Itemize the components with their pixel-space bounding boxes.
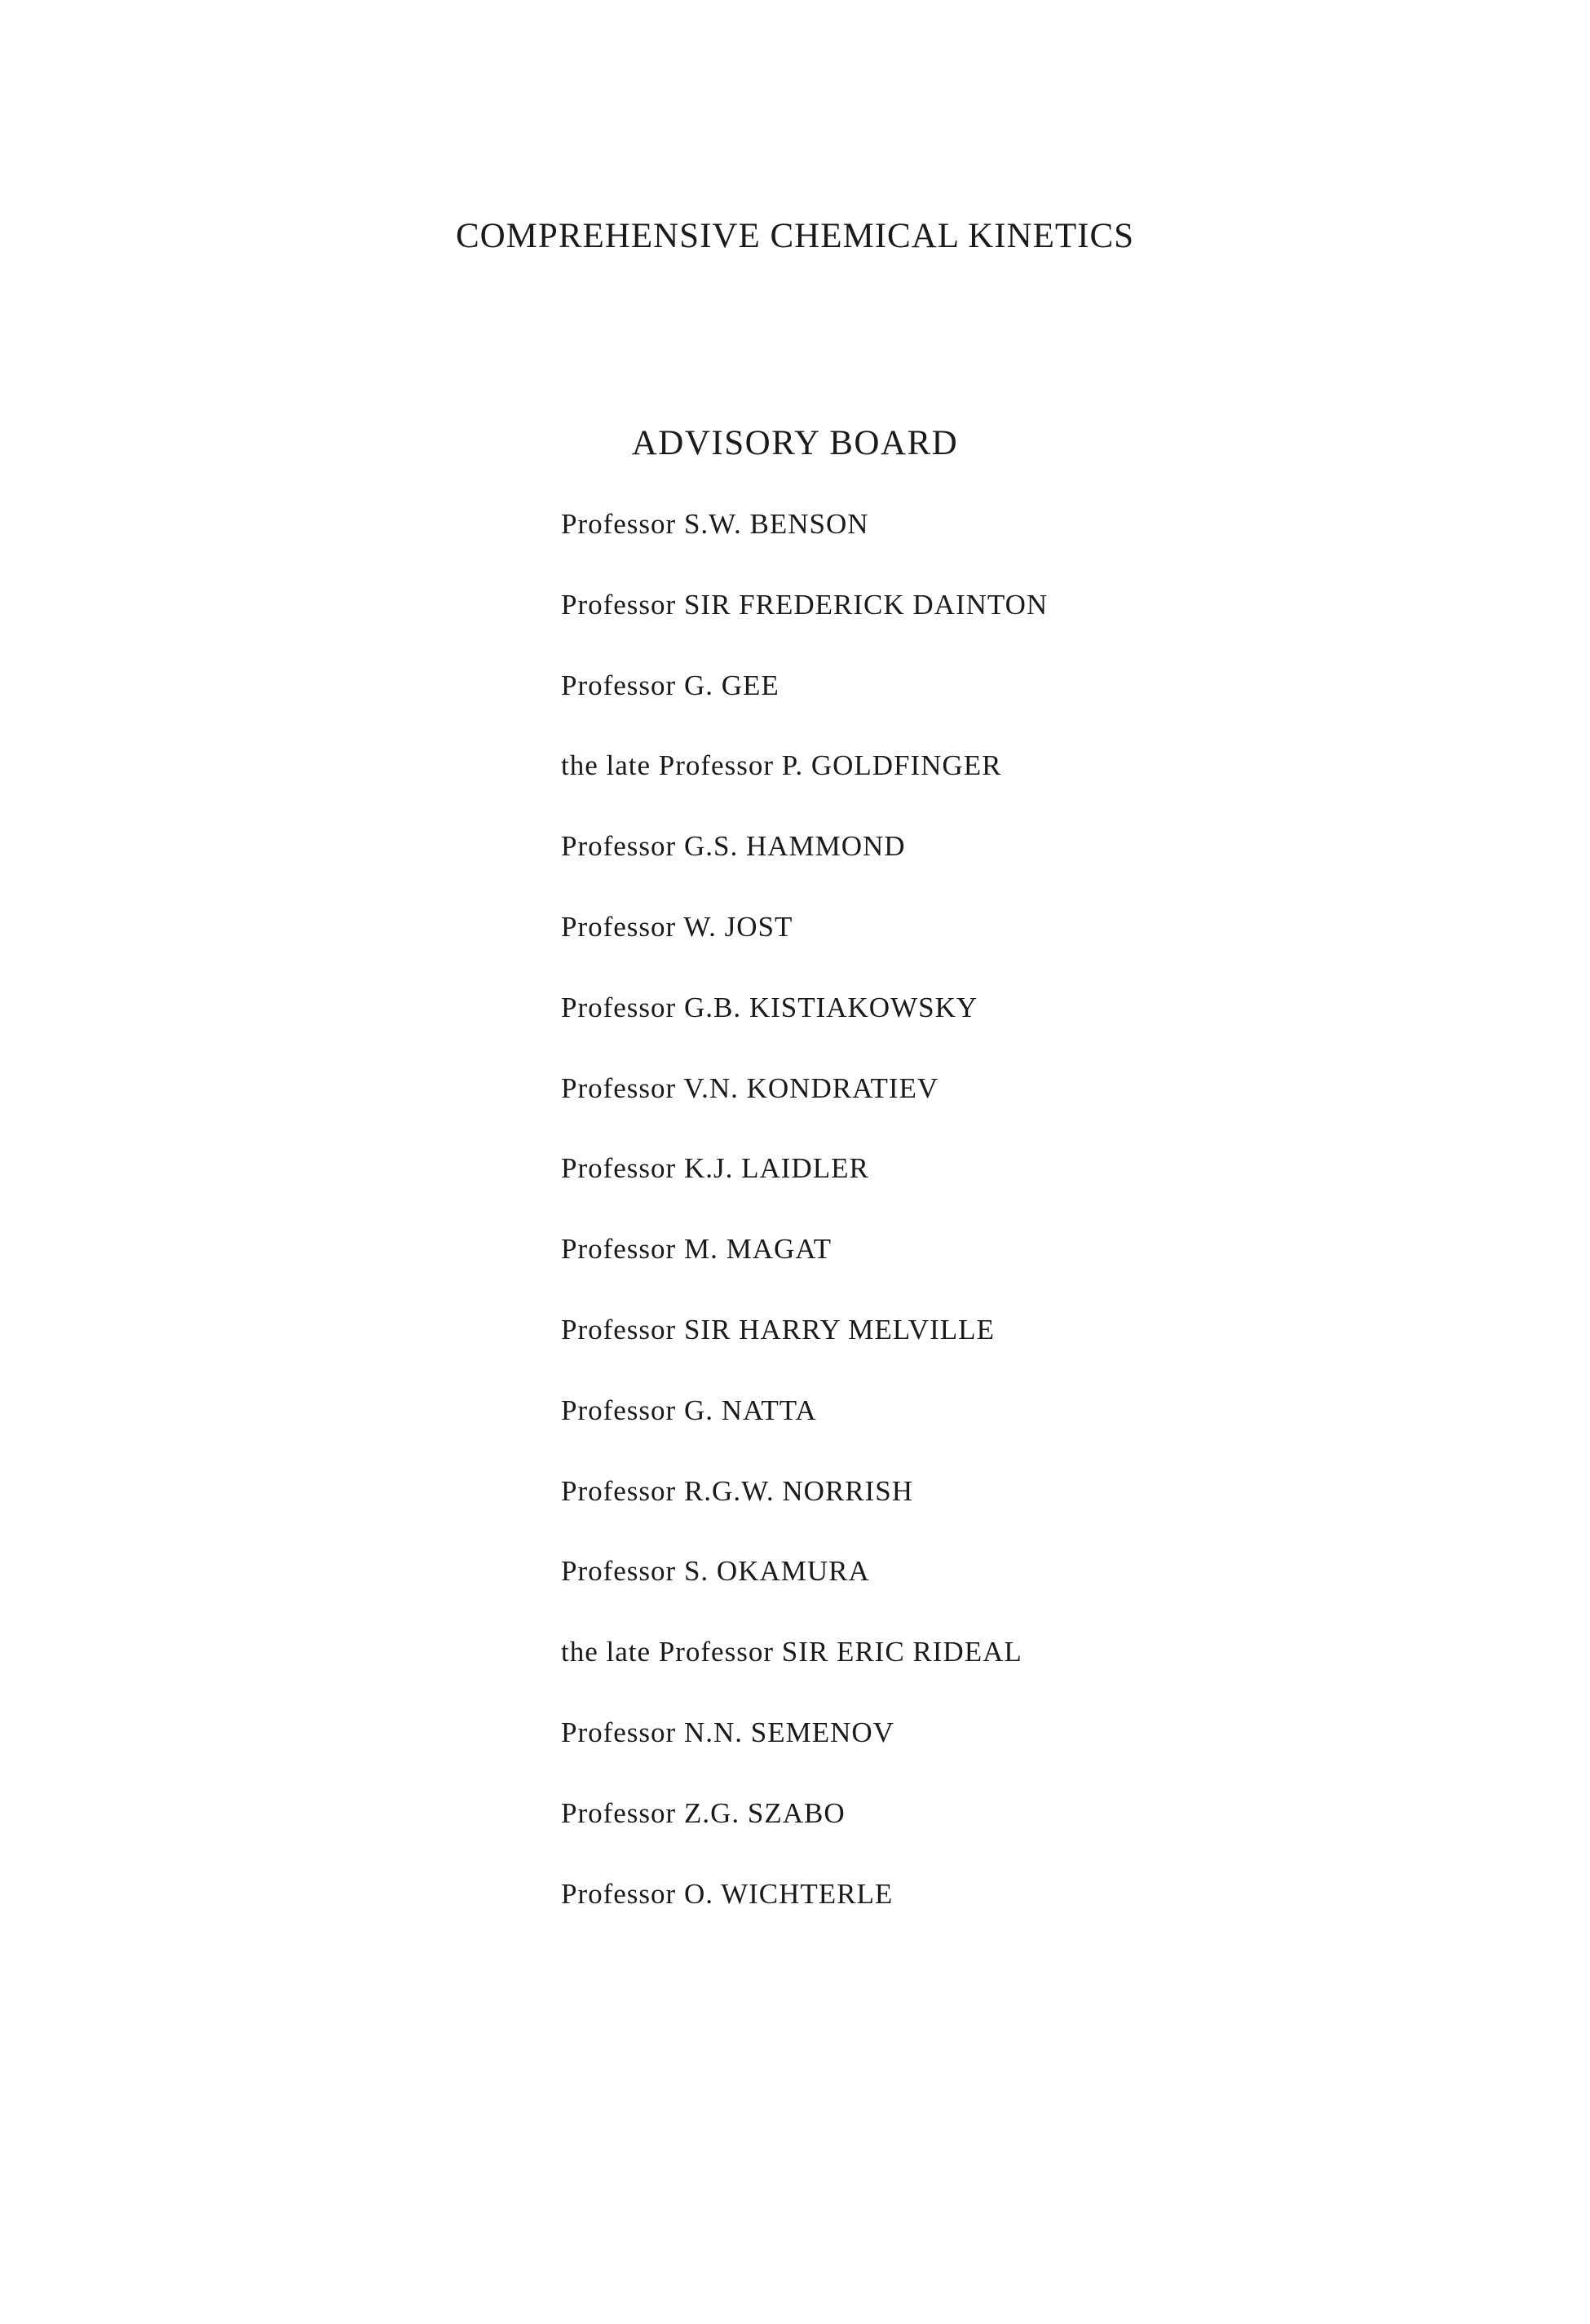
board-member: Professor G. GEE bbox=[561, 669, 780, 701]
board-member: the late Professor P. GOLDFINGER bbox=[561, 749, 1002, 782]
advisory-board-list bbox=[561, 510, 1048, 1959]
board-member: Professor G.B. KISTIAKOWSKY bbox=[561, 991, 978, 1023]
board-member: Professor Z.G. SZABO bbox=[561, 1796, 846, 1829]
board-member: Professor V.N. KONDRATIEV bbox=[561, 1071, 939, 1104]
board-member: Professor K.J. LAIDLER bbox=[561, 1152, 869, 1185]
series-title: COMPREHENSIVE CHEMICAL KINETICS bbox=[455, 217, 1135, 255]
board-member: Professor SIR HARRY MELVILLE bbox=[561, 1313, 995, 1345]
board-member: Professor G. NATTA bbox=[561, 1394, 817, 1426]
board-member: Professor W. JOST bbox=[561, 910, 793, 943]
board-member: Professor S. OKAMURA bbox=[561, 1555, 870, 1588]
board-member: Professor N.N. SEMENOV bbox=[561, 1716, 894, 1748]
board-member: Professor S.W. BENSON bbox=[561, 508, 869, 540]
board-member: Professor SIR FREDERICK DAINTON bbox=[561, 588, 1049, 621]
advisory-board-heading: ADVISORY BOARD bbox=[631, 424, 959, 462]
board-member: Professor R.G.W. NORRISH bbox=[561, 1474, 914, 1507]
board-member: Professor M. MAGAT bbox=[561, 1233, 833, 1266]
board-member: Professor G.S. HAMMOND bbox=[561, 830, 906, 863]
board-member: the late Professor SIR ERIC RIDEAL bbox=[561, 1636, 1022, 1668]
board-member: Professor O. WICHTERLE bbox=[561, 1877, 894, 1910]
